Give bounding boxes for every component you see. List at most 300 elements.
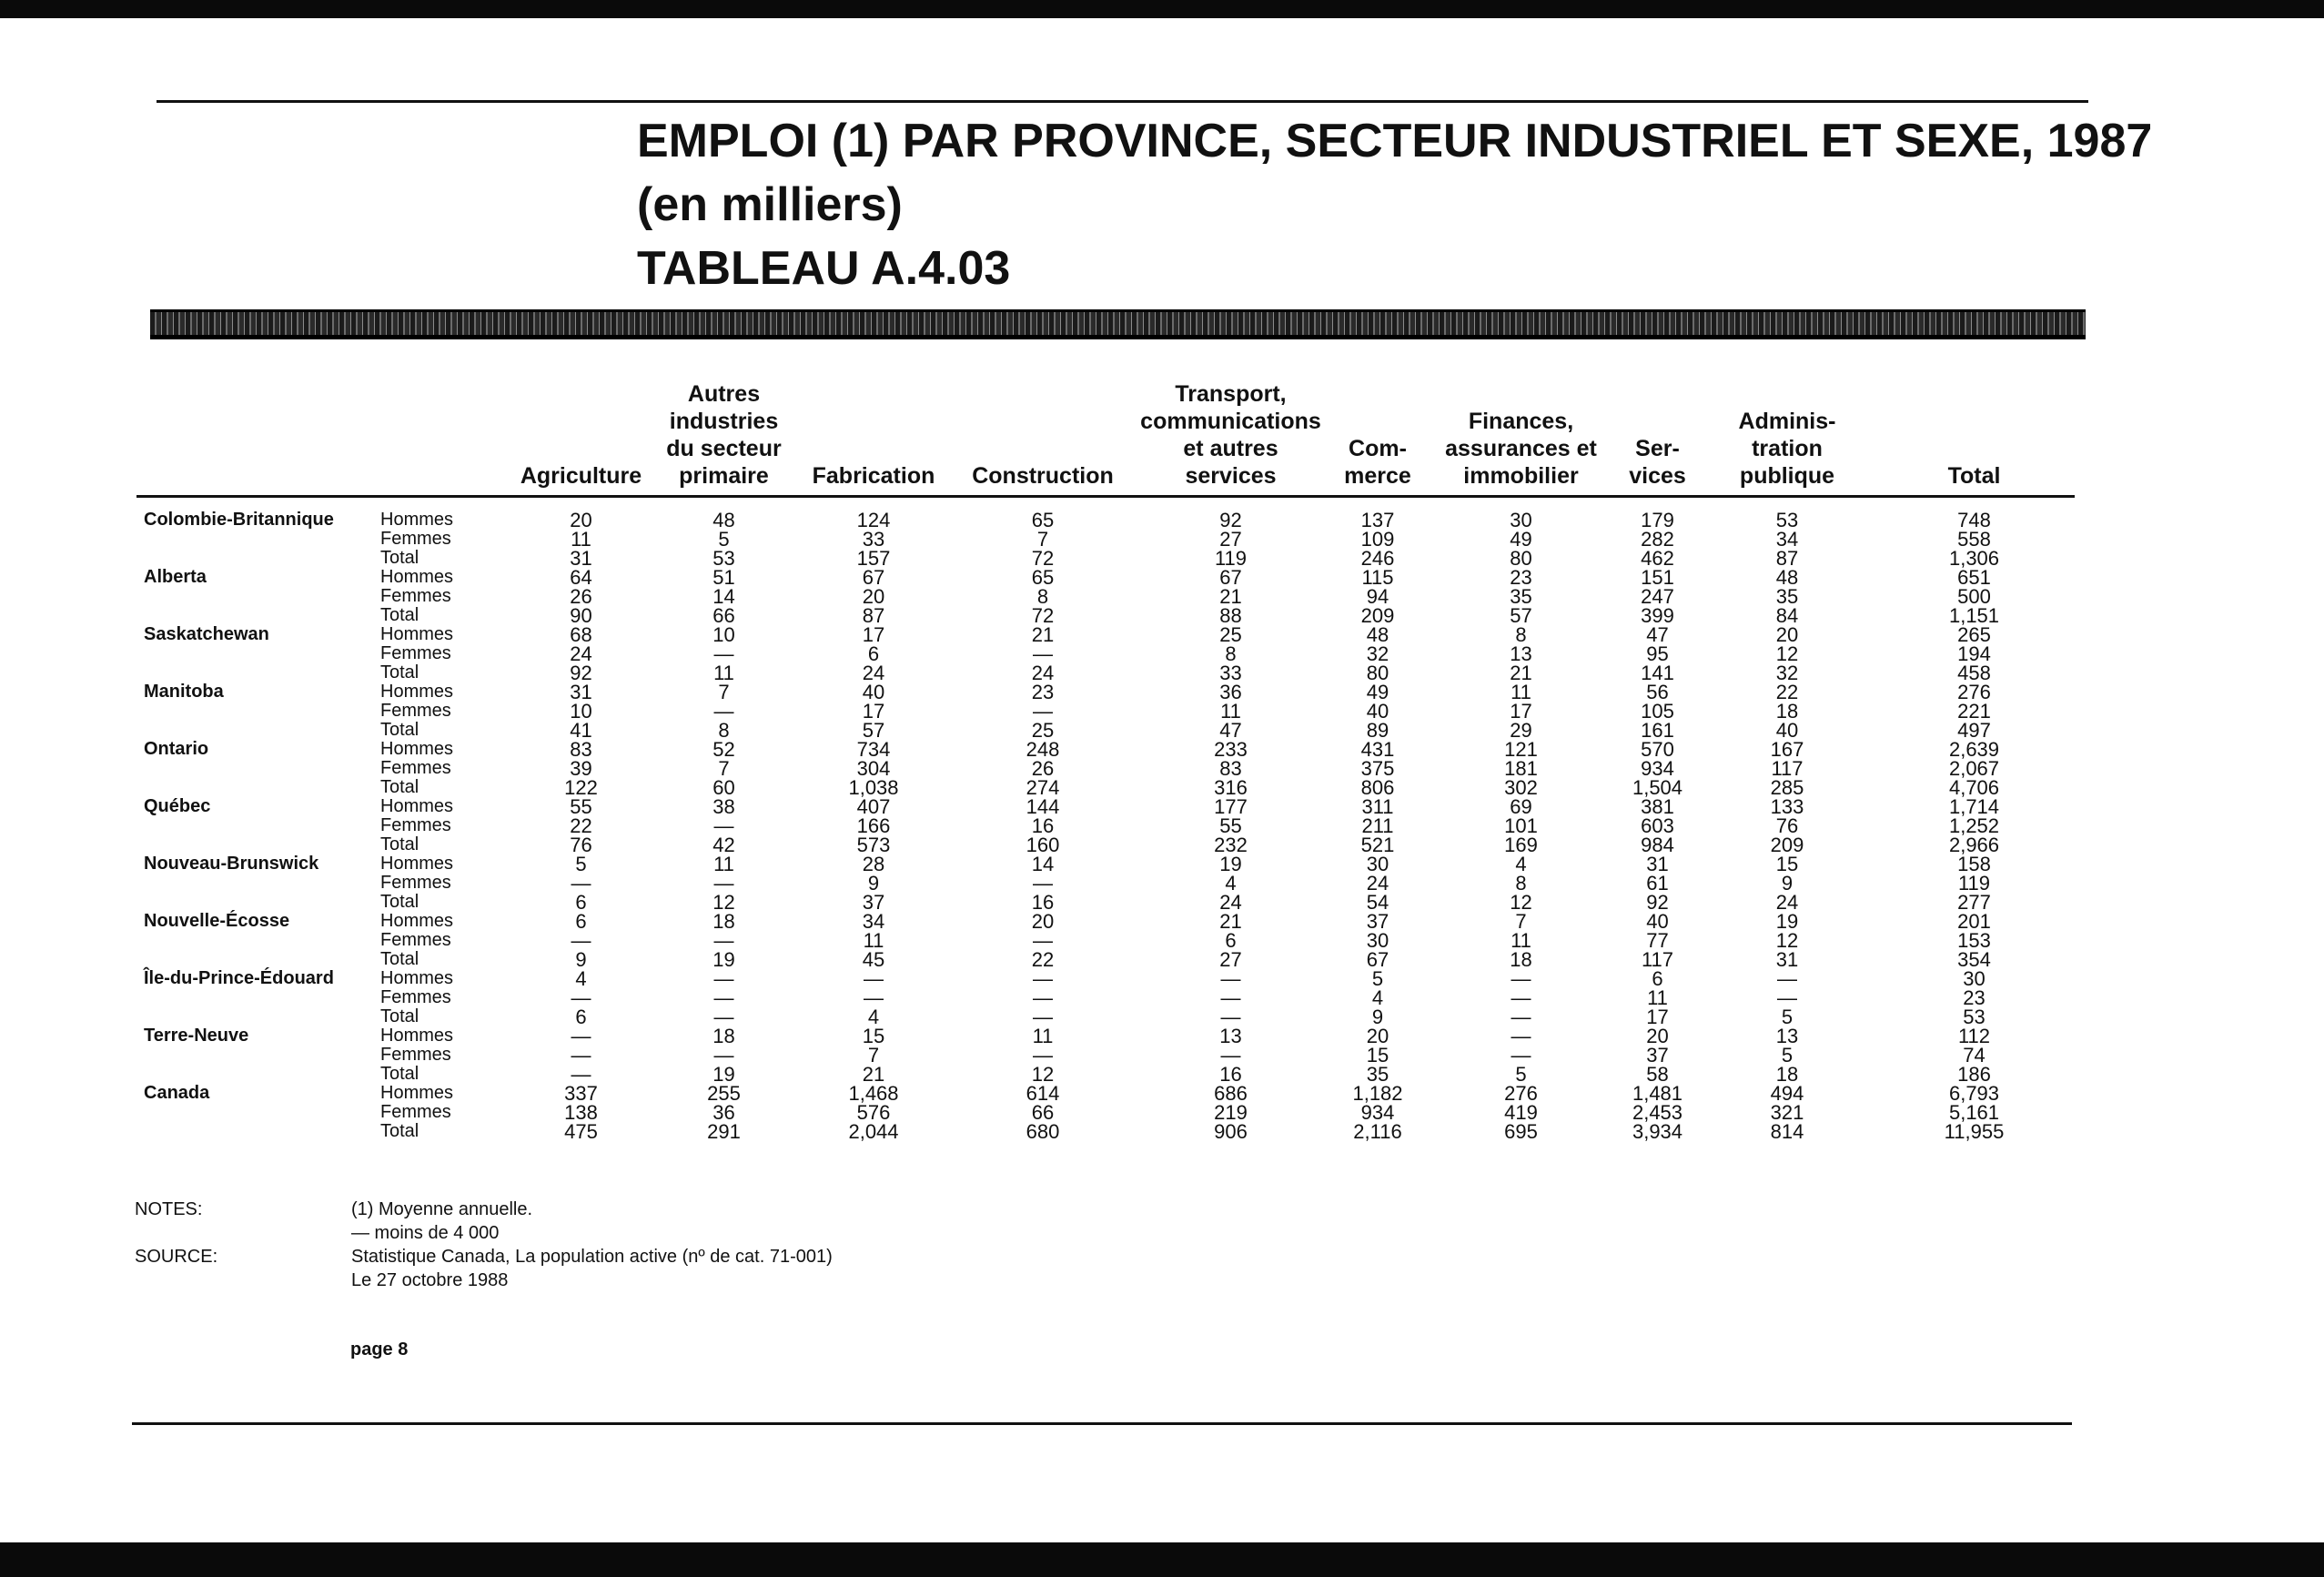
table-cell: 285 bbox=[1770, 776, 1804, 799]
table-cell: 11 bbox=[1032, 1025, 1054, 1047]
table-cell: 7 bbox=[1515, 910, 1527, 933]
table-cell: 65 bbox=[1031, 566, 1055, 589]
table-cell: 186 bbox=[1957, 1063, 1991, 1086]
table-cell: — bbox=[713, 1044, 734, 1066]
title-line-3: TABLEAU A.4.03 bbox=[637, 242, 1011, 295]
table-cell: 1,151 bbox=[1948, 604, 2000, 627]
table-cell: 64 bbox=[570, 566, 592, 589]
table-cell: 177 bbox=[1214, 795, 1248, 818]
table-cell: 18 bbox=[1775, 700, 1799, 723]
province-name bbox=[136, 1007, 373, 1026]
table-cell: 84 bbox=[1775, 604, 1799, 627]
table-cell: 60 bbox=[712, 776, 735, 799]
table-cell: 92 bbox=[1646, 891, 1669, 914]
table-body bbox=[136, 497, 2075, 1142]
province-name: Nouveau-Brunswick bbox=[144, 854, 319, 874]
table-cell: 24 bbox=[862, 662, 885, 684]
table-cell: 37 bbox=[862, 891, 885, 914]
document-title bbox=[637, 109, 2153, 300]
table-cell: 1,504 bbox=[1632, 776, 1683, 799]
table-cell: 69 bbox=[1510, 795, 1532, 818]
table-row bbox=[136, 988, 2075, 1007]
table-cell: 34 bbox=[1775, 528, 1799, 551]
table-cell: 255 bbox=[707, 1082, 741, 1105]
sex-label: Total bbox=[380, 834, 419, 854]
table-cell: — bbox=[713, 986, 734, 1009]
table-row bbox=[136, 1103, 2075, 1122]
table-cell: 30 bbox=[1510, 509, 1532, 531]
table-cell: 55 bbox=[1219, 814, 1242, 837]
table-cell: 31 bbox=[1775, 948, 1799, 971]
table-row bbox=[136, 1026, 2075, 1046]
header-sex-blank bbox=[373, 380, 510, 497]
table-cell: 40 bbox=[1366, 700, 1389, 723]
province-name bbox=[136, 1103, 373, 1122]
sex-label: Total bbox=[380, 777, 419, 797]
table-row bbox=[136, 644, 2075, 663]
table-cell: — bbox=[1033, 929, 1053, 952]
table-cell: 151 bbox=[1641, 566, 1674, 589]
table-cell: 934 bbox=[1360, 1101, 1395, 1124]
table-cell: 21 bbox=[1510, 662, 1532, 684]
notes-label: NOTES: bbox=[135, 1199, 203, 1219]
sex-label: Hommes bbox=[380, 682, 454, 702]
table-cell: 4 bbox=[575, 967, 587, 990]
sex-label: Femmes bbox=[380, 701, 451, 721]
table-cell: 49 bbox=[1510, 528, 1532, 551]
column-header-line: Transport, bbox=[1175, 381, 1287, 407]
table-row bbox=[136, 682, 2075, 702]
note-less-than: — moins de 4 000 bbox=[351, 1223, 500, 1243]
notes-block bbox=[135, 1198, 833, 1292]
table-cell: 5,161 bbox=[1948, 1101, 2000, 1124]
table-cell: 233 bbox=[1214, 738, 1248, 761]
column-header-line: services bbox=[1185, 463, 1277, 489]
table-cell: 651 bbox=[1957, 566, 1991, 589]
table-cell: 21 bbox=[1219, 585, 1242, 608]
table-cell: 10 bbox=[570, 700, 592, 723]
table-row bbox=[136, 702, 2075, 721]
table-cell: 316 bbox=[1214, 776, 1248, 799]
header-row bbox=[136, 380, 2075, 497]
table-cell: 475 bbox=[564, 1120, 598, 1143]
table-cell: 80 bbox=[1510, 547, 1532, 570]
table-cell: 18 bbox=[712, 910, 735, 933]
table-cell: 14 bbox=[712, 585, 735, 608]
table-cell: 58 bbox=[1646, 1063, 1669, 1086]
sex-label: Total bbox=[380, 1006, 419, 1026]
table-row bbox=[136, 530, 2075, 549]
province-name: Alberta bbox=[144, 567, 207, 587]
table-cell: 83 bbox=[570, 738, 592, 761]
province-name bbox=[136, 1122, 373, 1141]
table-cell: 119 bbox=[1214, 547, 1248, 570]
table-cell: 33 bbox=[862, 528, 885, 551]
table-cell: 65 bbox=[1031, 509, 1055, 531]
table-cell: 603 bbox=[1641, 814, 1674, 837]
decorative-band bbox=[150, 309, 2086, 339]
table-cell: 18 bbox=[1775, 1063, 1799, 1086]
sex-label: Hommes bbox=[380, 567, 454, 587]
sex-label: Femmes bbox=[380, 529, 451, 549]
table-cell: — bbox=[864, 967, 884, 990]
table-cell: 19 bbox=[712, 948, 735, 971]
table-cell: 8 bbox=[1515, 623, 1527, 646]
table-cell: 49 bbox=[1366, 681, 1389, 703]
column-header-line: Fabrication bbox=[812, 463, 935, 489]
table-cell: 4 bbox=[1515, 853, 1527, 875]
table-cell: 419 bbox=[1504, 1101, 1538, 1124]
table-cell: 92 bbox=[1219, 509, 1242, 531]
table-row bbox=[136, 1046, 2075, 1065]
table-row bbox=[136, 1084, 2075, 1103]
table-cell: 133 bbox=[1770, 795, 1804, 818]
table-cell: 11 bbox=[1220, 700, 1241, 723]
table-cell: 48 bbox=[1366, 623, 1389, 646]
table-cell: 27 bbox=[1219, 948, 1242, 971]
table-cell: 17 bbox=[862, 700, 885, 723]
table-cell: 9 bbox=[1371, 1006, 1384, 1028]
column-header-line: Autres bbox=[687, 381, 761, 407]
column-header-line: Finances, bbox=[1468, 409, 1574, 434]
header-province-blank bbox=[136, 380, 373, 497]
table-cell: — bbox=[713, 929, 734, 952]
table-cell: 4,706 bbox=[1948, 776, 2000, 799]
table-cell: 88 bbox=[1219, 604, 1242, 627]
table-cell: 28 bbox=[862, 853, 885, 875]
table-cell: 431 bbox=[1360, 738, 1395, 761]
table-cell: 19 bbox=[1775, 910, 1799, 933]
table-cell: — bbox=[713, 872, 734, 895]
table-cell: 181 bbox=[1504, 757, 1538, 780]
table-cell: 53 bbox=[1775, 509, 1799, 531]
column-header-line: primaire bbox=[679, 463, 769, 489]
table-cell: 5 bbox=[1781, 1006, 1794, 1028]
table-cell: 47 bbox=[1219, 719, 1242, 742]
table-cell: 31 bbox=[570, 547, 592, 570]
table-cell: 9 bbox=[1781, 872, 1794, 895]
table-cell: 31 bbox=[1646, 853, 1669, 875]
table-cell: 5 bbox=[1515, 1063, 1527, 1086]
sex-label: Total bbox=[380, 605, 419, 625]
column-header-line: communications bbox=[1140, 409, 1321, 434]
column-header-line: Adminis- bbox=[1738, 409, 1836, 434]
table-cell: 124 bbox=[856, 509, 891, 531]
table-cell: 9 bbox=[867, 872, 880, 895]
table-cell: 462 bbox=[1641, 547, 1674, 570]
table-cell: 734 bbox=[856, 738, 891, 761]
table-header bbox=[136, 380, 2075, 497]
column-header-line: merce bbox=[1344, 463, 1411, 489]
table-cell: 337 bbox=[564, 1082, 598, 1105]
province-name bbox=[136, 759, 373, 778]
table-cell: 167 bbox=[1770, 738, 1804, 761]
table-cell: — bbox=[571, 929, 591, 952]
table-cell: 806 bbox=[1360, 776, 1395, 799]
table-cell: 37 bbox=[1646, 1044, 1669, 1066]
table-cell: 138 bbox=[564, 1101, 598, 1124]
table-cell: — bbox=[571, 986, 591, 1009]
table-cell: 4 bbox=[867, 1006, 880, 1028]
column-header-line: industries bbox=[669, 409, 779, 434]
sex-label: Total bbox=[380, 892, 419, 912]
table-cell: 83 bbox=[1219, 757, 1242, 780]
table-cell: — bbox=[1220, 986, 1241, 1009]
table-cell: 1,468 bbox=[848, 1082, 899, 1105]
table-cell: 160 bbox=[1026, 834, 1060, 856]
table-cell: 2,453 bbox=[1632, 1101, 1683, 1124]
sex-label: Femmes bbox=[380, 873, 451, 893]
table-cell: — bbox=[1033, 986, 1053, 1009]
table-cell: 11 bbox=[1647, 986, 1668, 1009]
table-cell: 282 bbox=[1641, 528, 1674, 551]
province-name: Colombie-Britannique bbox=[144, 510, 334, 530]
province-name bbox=[136, 549, 373, 568]
table-row bbox=[136, 835, 2075, 854]
table-cell: 5 bbox=[575, 853, 587, 875]
table-cell: 11,955 bbox=[1944, 1120, 2005, 1143]
table-cell: 72 bbox=[1031, 604, 1055, 627]
table-cell: 15 bbox=[1366, 1044, 1389, 1066]
table-cell: 87 bbox=[862, 604, 885, 627]
table-cell: — bbox=[864, 986, 884, 1009]
table-cell: 15 bbox=[862, 1025, 885, 1047]
province-name bbox=[136, 893, 373, 912]
table-cell: — bbox=[1033, 642, 1053, 665]
column-header-line: immobilier bbox=[1463, 463, 1579, 489]
province-name bbox=[136, 1065, 373, 1084]
table-cell: — bbox=[1033, 1006, 1053, 1028]
sex-label: Total bbox=[380, 720, 419, 740]
source-label: SOURCE: bbox=[135, 1247, 218, 1267]
table-cell: 45 bbox=[862, 948, 885, 971]
table-cell: — bbox=[1033, 967, 1053, 990]
table-cell: 90 bbox=[570, 604, 592, 627]
table-cell: 22 bbox=[1775, 681, 1799, 703]
province-name bbox=[136, 874, 373, 893]
table-cell: — bbox=[571, 1044, 591, 1066]
table-cell: 166 bbox=[856, 814, 891, 837]
province-name: Nouvelle-Écosse bbox=[144, 911, 290, 931]
sex-label: Femmes bbox=[380, 815, 451, 835]
table-cell: 24 bbox=[1775, 891, 1799, 914]
province-name bbox=[136, 663, 373, 682]
table-cell: 19 bbox=[712, 1063, 735, 1086]
table-row bbox=[136, 549, 2075, 568]
table-cell: 500 bbox=[1957, 585, 1991, 608]
table-cell: 35 bbox=[1510, 585, 1532, 608]
table-cell: 354 bbox=[1957, 948, 1991, 971]
table-cell: 48 bbox=[1775, 566, 1799, 589]
table-cell: 2,044 bbox=[848, 1120, 899, 1143]
table-cell: 27 bbox=[1219, 528, 1242, 551]
table-row bbox=[136, 587, 2075, 606]
sex-label: Hommes bbox=[380, 1026, 454, 1046]
table-cell: — bbox=[1033, 1044, 1053, 1066]
column-header-line: Ser- bbox=[1635, 436, 1680, 461]
province-name bbox=[136, 835, 373, 854]
sex-label: Femmes bbox=[380, 987, 451, 1007]
table-cell: 68 bbox=[570, 623, 592, 646]
table-cell: 11 bbox=[713, 662, 734, 684]
sex-label: Hommes bbox=[380, 624, 454, 644]
table-cell: 21 bbox=[1031, 623, 1055, 646]
table-cell: 20 bbox=[1031, 910, 1055, 933]
column-header-line: assurances et bbox=[1445, 436, 1597, 461]
sex-label: Total bbox=[380, 1064, 419, 1084]
table-cell: 5 bbox=[718, 528, 730, 551]
table-cell: 321 bbox=[1770, 1101, 1804, 1124]
column-header-line: et autres bbox=[1183, 436, 1278, 461]
table-cell: 115 bbox=[1361, 566, 1394, 589]
table-row bbox=[136, 740, 2075, 759]
table-row bbox=[136, 931, 2075, 950]
table-row bbox=[136, 816, 2075, 835]
table-cell: 169 bbox=[1504, 834, 1538, 856]
column-header-line: Agriculture bbox=[520, 463, 642, 489]
table-cell: 112 bbox=[1957, 1025, 1991, 1047]
table-cell: 1,481 bbox=[1632, 1082, 1683, 1105]
table-cell: 32 bbox=[1775, 662, 1799, 684]
table-row bbox=[136, 912, 2075, 931]
table-cell: 16 bbox=[1219, 1063, 1242, 1086]
table-cell: 25 bbox=[1031, 719, 1055, 742]
table-cell: 458 bbox=[1957, 662, 1991, 684]
bottom-rule bbox=[132, 1422, 2072, 1425]
column-header bbox=[1328, 380, 1428, 497]
table-cell: 9 bbox=[575, 948, 587, 971]
table-cell: 2,116 bbox=[1353, 1120, 1402, 1143]
table-cell: — bbox=[1220, 1044, 1241, 1066]
table-cell: 21 bbox=[862, 1063, 885, 1086]
column-header-line: tration bbox=[1752, 436, 1823, 461]
table-cell: 614 bbox=[1026, 1082, 1060, 1105]
table-cell: — bbox=[713, 814, 734, 837]
table-cell: 14 bbox=[1031, 853, 1055, 875]
table-cell: 55 bbox=[570, 795, 592, 818]
table-cell: 247 bbox=[1641, 585, 1674, 608]
table-row bbox=[136, 759, 2075, 778]
province-name bbox=[136, 816, 373, 835]
table-cell: 11 bbox=[1511, 929, 1531, 952]
table-cell: 67 bbox=[1366, 948, 1389, 971]
table-cell: 54 bbox=[1366, 891, 1389, 914]
column-header bbox=[1428, 380, 1614, 497]
table-cell: 24 bbox=[1366, 872, 1389, 895]
table-cell: 291 bbox=[707, 1120, 741, 1143]
table-cell: 40 bbox=[1646, 910, 1669, 933]
column-header-line: Com- bbox=[1349, 436, 1407, 461]
table-cell: 16 bbox=[1031, 814, 1055, 837]
table-cell: 232 bbox=[1214, 834, 1248, 856]
sex-label: Femmes bbox=[380, 1045, 451, 1065]
table-cell: 7 bbox=[718, 757, 730, 780]
table-cell: 6 bbox=[1225, 929, 1237, 952]
table-cell: — bbox=[571, 1025, 591, 1047]
table-cell: 24 bbox=[570, 642, 592, 665]
table-cell: 92 bbox=[570, 662, 592, 684]
table-cell: — bbox=[1511, 1006, 1531, 1028]
table-cell: 76 bbox=[570, 834, 592, 856]
table-row bbox=[136, 568, 2075, 587]
column-header-line: publique bbox=[1739, 463, 1835, 489]
table-cell: 39 bbox=[570, 757, 592, 780]
table-cell: 194 bbox=[1957, 642, 1991, 665]
table-cell: 117 bbox=[1771, 757, 1804, 780]
table-cell: 573 bbox=[856, 834, 891, 856]
table-cell: — bbox=[1777, 986, 1797, 1009]
column-header bbox=[652, 380, 795, 497]
table-cell: 12 bbox=[712, 891, 735, 914]
sex-label: Femmes bbox=[380, 586, 451, 606]
table-cell: 209 bbox=[1770, 834, 1804, 856]
table-cell: 686 bbox=[1214, 1082, 1248, 1105]
source-line-1: Statistique Canada, La population active (nº de cat. 71-001) bbox=[351, 1247, 833, 1267]
table-cell: — bbox=[1777, 967, 1797, 990]
table-cell: 105 bbox=[1641, 700, 1674, 723]
column-header bbox=[1701, 380, 1874, 497]
table-cell: 32 bbox=[1366, 642, 1389, 665]
table-cell: 277 bbox=[1957, 891, 1991, 914]
province-name: Terre-Neuve bbox=[144, 1026, 249, 1046]
sex-label: Total bbox=[380, 949, 419, 969]
table-row bbox=[136, 893, 2075, 912]
table-cell: 66 bbox=[1031, 1101, 1055, 1124]
sex-label: Total bbox=[380, 662, 419, 682]
table-cell: 61 bbox=[1646, 872, 1669, 895]
table-cell: 33 bbox=[1219, 662, 1242, 684]
top-rule bbox=[157, 100, 2088, 103]
table-cell: 8 bbox=[1515, 872, 1527, 895]
title-line-2: (en milliers) bbox=[637, 178, 903, 231]
table-cell: 51 bbox=[712, 566, 735, 589]
table-cell: 276 bbox=[1957, 681, 1991, 703]
sex-label: Hommes bbox=[380, 1083, 454, 1103]
title-line-1: EMPLOI (1) PAR PROVINCE, SECTEUR INDUSTRIEL ET SEXE, 1987 bbox=[637, 115, 2153, 167]
table-cell: 20 bbox=[1775, 623, 1799, 646]
table-cell: — bbox=[1511, 986, 1531, 1009]
table-row bbox=[136, 625, 2075, 644]
table-cell: 934 bbox=[1641, 757, 1674, 780]
table-cell: 109 bbox=[1360, 528, 1395, 551]
province-name bbox=[136, 988, 373, 1007]
sex-label: Hommes bbox=[380, 739, 454, 759]
province-name: Saskatchewan bbox=[144, 624, 269, 644]
table-cell: 22 bbox=[1031, 948, 1055, 971]
table-row bbox=[136, 1122, 2075, 1141]
table-cell: 67 bbox=[862, 566, 885, 589]
table-cell: 17 bbox=[1510, 700, 1532, 723]
province-name: Québec bbox=[144, 796, 211, 816]
table-cell: 52 bbox=[712, 738, 735, 761]
page-number: page 8 bbox=[350, 1339, 409, 1360]
table-cell: 11 bbox=[713, 853, 734, 875]
table-cell: 11 bbox=[863, 929, 884, 952]
column-header bbox=[952, 380, 1134, 497]
table-row bbox=[136, 969, 2075, 988]
province-name bbox=[136, 644, 373, 663]
table-cell: 26 bbox=[1031, 757, 1055, 780]
province-name bbox=[136, 931, 373, 950]
table-cell: 35 bbox=[1775, 585, 1799, 608]
table-cell: 121 bbox=[1504, 738, 1538, 761]
table-cell: — bbox=[713, 967, 734, 990]
table-cell: 10 bbox=[712, 623, 735, 646]
table-cell: 576 bbox=[856, 1101, 891, 1124]
table-row bbox=[136, 797, 2075, 816]
sex-label: Hommes bbox=[380, 796, 454, 816]
table-cell: 680 bbox=[1026, 1120, 1060, 1143]
